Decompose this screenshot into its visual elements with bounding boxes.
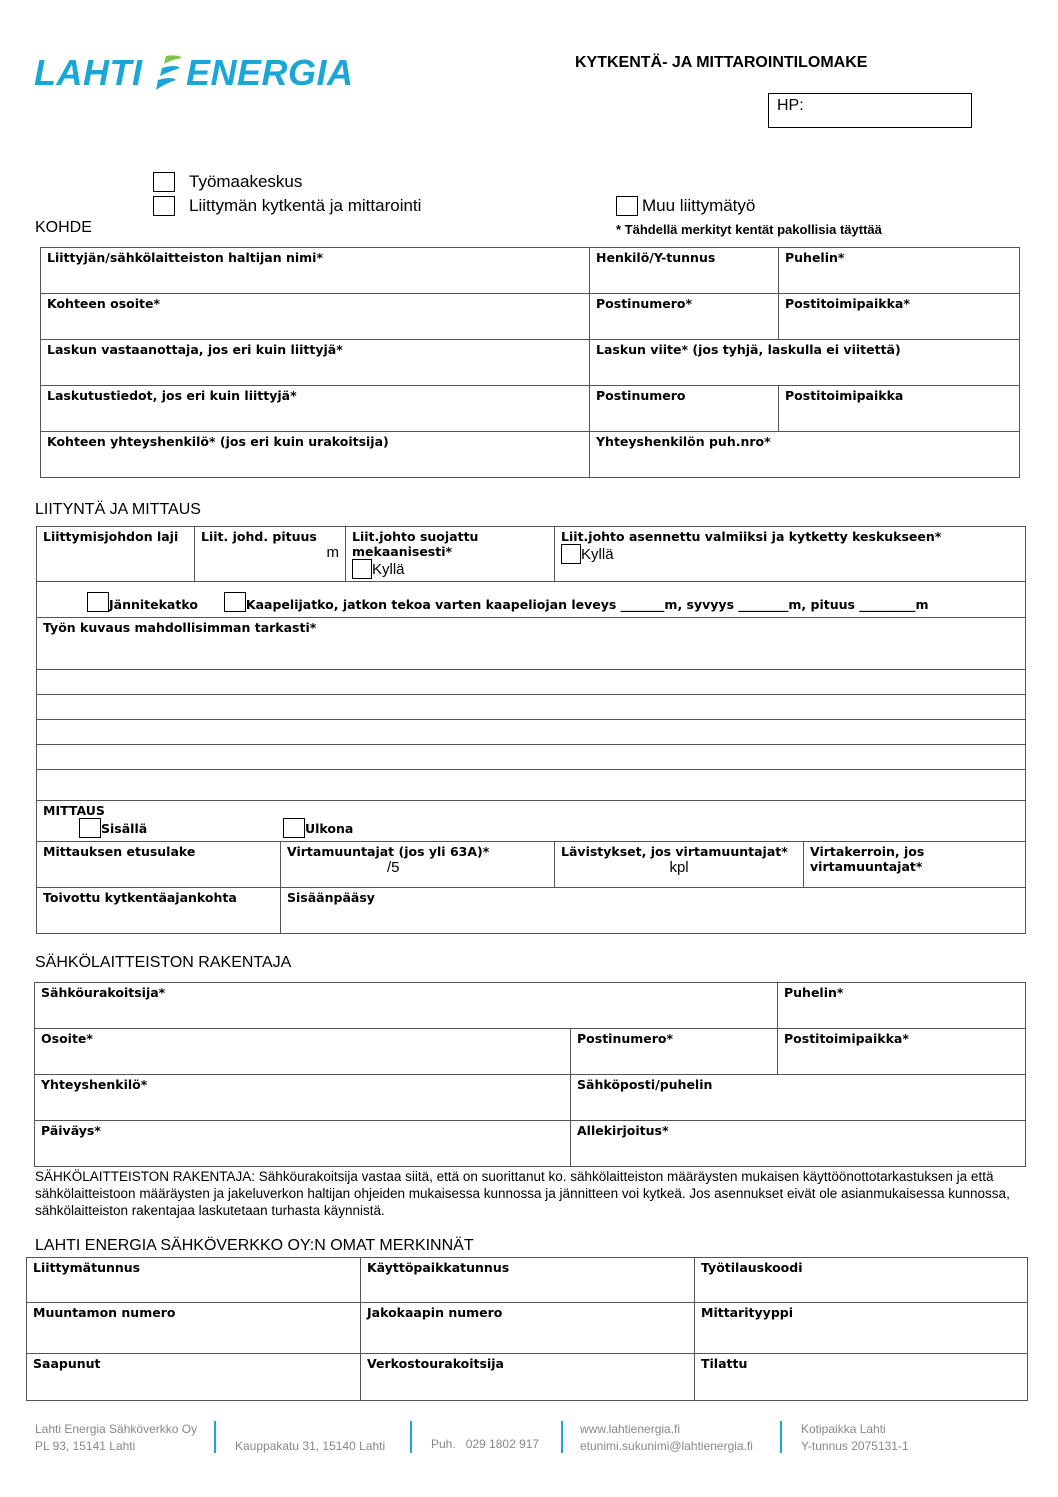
footer-contact bbox=[580, 1421, 753, 1455]
sisalla-checkbox[interactable] bbox=[79, 818, 101, 838]
footer-legal: Kotipaikka Lahti Y-tunnus 2075131-1 bbox=[801, 1422, 909, 1453]
muuntamon-numero-field[interactable]: Muuntamon numero bbox=[27, 1303, 361, 1354]
footer-email-link[interactable]: etunimi.sukunimi@lahtienergia.fi bbox=[580, 1439, 753, 1453]
haltija-field[interactable]: Liittyjän/sähkölaitteiston haltijan nimi* bbox=[41, 248, 590, 294]
suojattu-kylla-checkbox[interactable] bbox=[352, 559, 372, 579]
postinumero-field[interactable]: Postinumero* bbox=[590, 294, 779, 340]
muu-liittymatyo-label: Muu liittymätyö bbox=[642, 196, 756, 215]
tilattu-field[interactable]: Tilattu bbox=[695, 1354, 1028, 1401]
sisalla-label: Sisällä bbox=[101, 820, 148, 836]
jakokaapin-numero-field[interactable]: Jakokaapin numero bbox=[361, 1303, 695, 1354]
lavistykset-field[interactable]: Lävistykset, jos virtamuuntajat* kpl bbox=[555, 842, 804, 888]
puhelin-field[interactable]: Puhelin* bbox=[779, 248, 1020, 294]
johdon-laji-field[interactable]: Liittymisjohdon laji bbox=[37, 527, 195, 582]
form-title: KYTKENTÄ- JA MITTAROINTILOMAKE bbox=[575, 54, 868, 71]
laskun-vastaanottaja-field[interactable]: Laskun vastaanottaja, jos eri kuin liittyjä* bbox=[41, 340, 590, 386]
liittyman-kytkenta-label: Liittymän kytkentä ja mittarointi bbox=[189, 196, 422, 215]
footer-divider bbox=[410, 1421, 412, 1453]
rakentaja-disclaimer: SÄHKÖLAITTEISTON RAKENTAJA: Sähköurakoitsija vastaa siitä, että on suorittanut ko. sähkölaitteiston määräysten mukaisen käyttöönottotarkastuksen ja että sähkölaitteistoon määräysten ja jakeluverkon haltijan ohjeiden mukaisessa kunnossa ja jännitteen voi kytkeä. Jos asennukset eivät ole asianmukaisessa kunnossa, sähkölaitteiston rakentajaa laskutetaan turhasta käynnistä. bbox=[35, 1169, 1010, 1218]
verkostourakoitsija-field[interactable]: Verkostourakoitsija bbox=[361, 1354, 695, 1401]
section-title-kohde: KOHDE bbox=[35, 219, 92, 236]
virtamuuntajat-field[interactable]: Virtamuuntajat (jos yli 63A)* /5 bbox=[281, 842, 555, 888]
lahti-energia-logo bbox=[34, 50, 374, 96]
logo-mark-icon bbox=[152, 52, 186, 96]
ulkona-checkbox[interactable] bbox=[283, 818, 305, 838]
asennettu-field[interactable]: Liit.johto asennettu valmiiksi ja kytketty keskukseen* Kyllä bbox=[555, 527, 1026, 582]
hp-label: HP: bbox=[777, 97, 804, 114]
omat-table bbox=[26, 1257, 1028, 1401]
logo-text-left: LAHTI bbox=[34, 52, 143, 93]
pituus-unit: m bbox=[326, 544, 340, 561]
liittymatunnus-field[interactable]: Liittymätunnus bbox=[27, 1258, 361, 1303]
asennettu-kylla-label: Kyllä bbox=[581, 545, 614, 563]
allekirjoitus-field[interactable]: Allekirjoitus* bbox=[571, 1121, 1026, 1167]
section-title-rakentaja: SÄHKÖLAITTEISTON RAKENTAJA bbox=[35, 954, 292, 971]
logo-text-right: ENERGIA bbox=[186, 52, 354, 93]
tyon-kuvaus-line-2[interactable] bbox=[37, 695, 1026, 720]
footer-phone: Puh. 029 1802 917 bbox=[431, 1437, 540, 1451]
footer-divider bbox=[561, 1421, 563, 1453]
kaapelijatko-label: Kaapelijatko, jatkon tekoa varten kaapeliojan leveys _______m, syvyys ________m, pituus _________m bbox=[245, 597, 929, 612]
footer-divider bbox=[780, 1421, 782, 1453]
kaapelijatko-checkbox[interactable] bbox=[224, 592, 246, 612]
sahkoposti-field[interactable]: Sähköposti/puhelin bbox=[571, 1075, 1026, 1121]
virtakerroin-field[interactable]: Virtakerroin, jos virtamuuntajat* bbox=[804, 842, 1026, 888]
tyon-kuvaus-line-5[interactable] bbox=[37, 770, 1026, 801]
asennettu-kylla-checkbox[interactable] bbox=[561, 544, 581, 564]
required-note: * Tähdellä merkityt kentät pakollisia täyttää bbox=[616, 222, 882, 237]
option-muu-liittymatyo[interactable] bbox=[616, 196, 755, 216]
johdon-pituus-field[interactable]: Liit. johd. pituus m bbox=[195, 527, 346, 582]
kayttopaikkatunnus-field[interactable]: Käyttöpaikkatunnus bbox=[361, 1258, 695, 1303]
suojattu-field[interactable]: Liit.johto suojattu mekaanisesti* Kyllä bbox=[346, 527, 555, 582]
footer-divider bbox=[214, 1421, 216, 1453]
tyomaakeskus-checkbox[interactable] bbox=[153, 172, 175, 192]
jannitekatko-checkbox[interactable] bbox=[87, 592, 109, 612]
tyon-kuvaus-line-3[interactable] bbox=[37, 720, 1026, 745]
tyon-kuvaus-field[interactable]: Työn kuvaus mahdollisimman tarkasti* bbox=[37, 618, 1026, 670]
rakentaja-postinumero-field[interactable]: Postinumero* bbox=[571, 1029, 778, 1075]
henkilo-tunnus-field[interactable]: Henkilö/Y-tunnus bbox=[590, 248, 779, 294]
mittaus-label: MITTAUS bbox=[43, 803, 105, 818]
liityntä-table bbox=[36, 526, 1026, 934]
footer-web-link[interactable]: www.lahtienergia.fi bbox=[580, 1422, 681, 1436]
suojattu-kylla-label: Kyllä bbox=[372, 560, 405, 578]
kytkentaajankohta-field[interactable]: Toivottu kytkentäajankohta bbox=[37, 888, 281, 934]
tyon-kuvaus-line-4[interactable] bbox=[37, 745, 1026, 770]
lavistykset-unit: kpl bbox=[669, 859, 689, 876]
mittaus-row bbox=[37, 801, 1026, 842]
etusulake-field[interactable]: Mittauksen etusulake bbox=[37, 842, 281, 888]
postitoimipaikka2-field[interactable]: Postitoimipaikka bbox=[779, 386, 1020, 432]
rakentaja-puhelin-field[interactable]: Puhelin* bbox=[778, 983, 1026, 1029]
katko-row bbox=[37, 582, 1026, 618]
yhteyshenkilo-puh-field[interactable]: Yhteyshenkilön puh.nro* bbox=[590, 432, 1020, 478]
tyomaakeskus-label: Työmaakeskus bbox=[189, 172, 303, 191]
rakentaja-postitoimipaikka-field[interactable]: Postitoimipaikka* bbox=[778, 1029, 1026, 1075]
rakentaja-osoite-field[interactable]: Osoite* bbox=[35, 1029, 571, 1075]
tyotilauskoodi-field[interactable]: Työtilauskoodi bbox=[695, 1258, 1028, 1303]
section-title-omat: LAHTI ENERGIA SÄHKÖVERKKO OY:N OMAT MERKINNÄT bbox=[35, 1237, 474, 1254]
footer-company: Lahti Energia Sähköverkko Oy PL 93, 15141 Lahti bbox=[35, 1422, 198, 1453]
section-title-liityntä: LIITYNTÄ JA MITTAUS bbox=[35, 501, 201, 518]
yhteyshenkilo-field[interactable]: Kohteen yhteyshenkilö* (jos eri kuin urakoitsija) bbox=[41, 432, 590, 478]
laskutustiedot-field[interactable]: Laskutustiedot, jos eri kuin liittyjä* bbox=[41, 386, 590, 432]
sisaanpaasy-field[interactable]: Sisäänpääsy bbox=[281, 888, 1026, 934]
option-tyomaakeskus[interactable] bbox=[153, 172, 302, 192]
paivays-field[interactable]: Päiväys* bbox=[35, 1121, 571, 1167]
mittarityyppi-field[interactable]: Mittarityyppi bbox=[695, 1303, 1028, 1354]
postitoimipaikka-field[interactable]: Postitoimipaikka* bbox=[779, 294, 1020, 340]
laskun-viite-field[interactable]: Laskun viite* (jos tyhjä, laskulla ei viitettä) bbox=[590, 340, 1020, 386]
option-liittyman-kytkenta[interactable] bbox=[153, 196, 421, 216]
osoite-field[interactable]: Kohteen osoite* bbox=[41, 294, 590, 340]
kohde-table bbox=[40, 247, 1020, 478]
tyon-kuvaus-line-1[interactable] bbox=[37, 670, 1026, 695]
ulkona-label: Ulkona bbox=[305, 820, 354, 836]
virtamuuntajat-value: /5 bbox=[387, 859, 400, 876]
saapunut-field[interactable]: Saapunut bbox=[27, 1354, 361, 1401]
urakoitsija-field[interactable]: Sähköurakoitsija* bbox=[35, 983, 778, 1029]
jannitekatko-label: Jännitekatko bbox=[109, 597, 198, 612]
liittyman-kytkenta-checkbox[interactable] bbox=[153, 196, 175, 216]
rakentaja-yhteyshenkilo-field[interactable]: Yhteyshenkilö* bbox=[35, 1075, 571, 1121]
rakentaja-table bbox=[34, 982, 1026, 1167]
hp-field[interactable] bbox=[768, 93, 972, 128]
footer-street: Kauppakatu 31, 15140 Lahti bbox=[235, 1439, 386, 1453]
muu-liittymatyo-checkbox[interactable] bbox=[616, 196, 638, 216]
postinumero2-field[interactable]: Postinumero bbox=[590, 386, 779, 432]
